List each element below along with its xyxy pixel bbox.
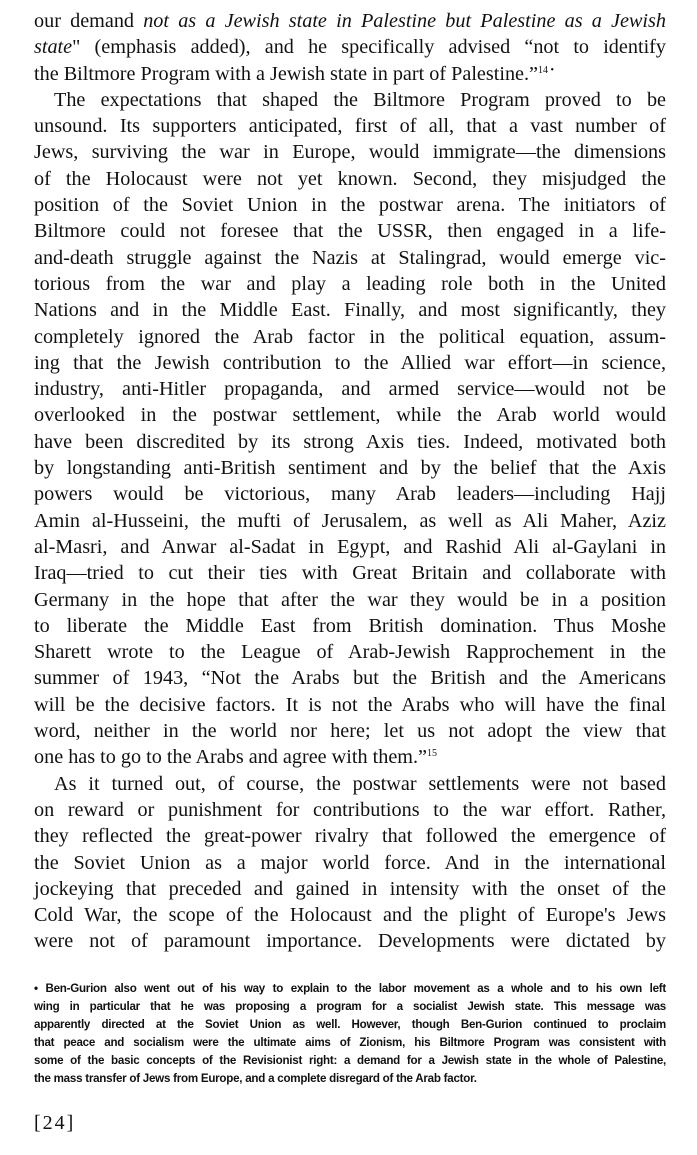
text-line (34, 508, 666, 534)
body-text (34, 8, 666, 955)
footnote-reference: 15 (427, 748, 437, 760)
text-line (34, 692, 666, 718)
text-run: Cold War, the scope of the Holocaust and the plight of Europe's Jews (34, 904, 666, 927)
text-line (34, 928, 666, 954)
text-line (34, 902, 666, 928)
text-run: one has to go to the Arabs and agree with them.” (34, 746, 427, 769)
text-run: Sharett wrote to the League of Arab-Jewish Rapprochement in the (34, 641, 666, 664)
text-line (34, 61, 666, 87)
text-run: on reward or punishment for contributions to the war effort. Rather, (34, 798, 666, 821)
text-run: ing that the Jewish contribution to the Allied war effort—in science, (34, 351, 666, 374)
text-line (34, 850, 666, 876)
text-line (34, 665, 666, 691)
text-run: will be the decisive factors. It is not the Arabs who will have the final (34, 693, 666, 716)
text-run: overlooked in the postwar settlement, while the Arab world would (34, 404, 666, 427)
text-run: completely ignored the Arab factor in the political equation, assum- (34, 325, 666, 348)
text-line (34, 744, 666, 770)
text-line (34, 8, 666, 34)
page-number: [24] (34, 1112, 76, 1134)
footnote (34, 980, 666, 1089)
text-line (34, 481, 666, 507)
text-line (34, 324, 666, 350)
text-run: torious from the war and play a leading role both in the United (34, 272, 666, 295)
text-line (34, 718, 666, 744)
text-run: were not of paramount importance. Developments were dictated by (34, 930, 666, 953)
text-line (34, 797, 666, 823)
text-line (34, 218, 666, 244)
footnote-reference: 14 • (538, 64, 555, 76)
text-run: word, neither in the world nor here; let us not adopt the view that (34, 720, 666, 743)
text-run: Jews, surviving the war in Europe, would immigrate—the dimensions (34, 141, 666, 164)
footnote-line: wing in particular that he was proposing a program for a socialist Jewish state. This message was (34, 1000, 666, 1014)
text-line (34, 560, 666, 586)
text-line (34, 87, 666, 113)
text-run: they reflected the great-power rivalry that followed the emergence of (34, 825, 666, 848)
text-run: position of the Soviet Union in the postwar arena. The initiators of (34, 194, 666, 217)
text-line (34, 771, 666, 797)
italic-text: state (34, 36, 73, 59)
text-line (34, 455, 666, 481)
text-line (34, 876, 666, 902)
footnote-line: some of the basic concepts of the Revisionist right: a demand for a Jewish state in the whole of Palestine, (34, 1054, 666, 1068)
text-run: have been discredited by its strong Axis ties. Indeed, motivated both (34, 430, 666, 453)
text-run: and-death struggle against the Nazis at Stalingrad, would emerge vic- (34, 246, 666, 269)
text-run: Iraq—tried to cut their ties with Great Britain and collaborate with (34, 562, 666, 585)
text-run: al-Masri, and Anwar al-Sadat in Egypt, and Rashid Ali al-Gaylani in (34, 535, 666, 558)
text-line (34, 113, 666, 139)
text-line (34, 166, 666, 192)
text-line (34, 639, 666, 665)
text-line (34, 192, 666, 218)
text-run: the Soviet Union as a major world force. And in the international (34, 851, 666, 874)
text-line (34, 297, 666, 323)
text-line (34, 271, 666, 297)
text-run: industry, anti-Hitler propaganda, and armed service—would not be (34, 378, 666, 401)
text-run: Amin al-Husseini, the mufti of Jerusalem, as well as Ali Maher, Aziz (34, 509, 666, 532)
text-line (34, 245, 666, 271)
italic-text: not as a Jewish state in Palestine but Palestine as a Jewish (143, 10, 666, 32)
text-run: powers would be victorious, many Arab leaders—including Hajj (34, 483, 666, 506)
text-run: by longstanding anti-British sentiment and by the belief that the Axis (34, 457, 666, 480)
text-run: As it turned out, of course, the postwar settlements were not based (54, 772, 666, 795)
text-run: the Biltmore Program with a Jewish state in part of Palestine.” (34, 62, 539, 85)
text-line (34, 429, 666, 455)
text-run: our demand (34, 10, 144, 32)
text-run: Nations and in the Middle East. Finally, and most significantly, they (34, 299, 666, 322)
text-line (34, 350, 666, 376)
text-line (34, 402, 666, 428)
text-run: Biltmore could not foresee that the USSR, then engaged in a life- (34, 220, 666, 243)
text-run: to liberate the Middle East from British domination. Thus Moshe (34, 614, 666, 637)
text-line (34, 34, 666, 60)
text-line (34, 534, 666, 560)
footnote-line: • Ben-Gurion also went out of his way to explain to the labor movement as a whole and to his own left (34, 982, 666, 995)
text-run: The expectations that shaped the Biltmore Program proved to be (54, 88, 666, 111)
text-run: Germany in the hope that after the war they would be in a position (34, 588, 666, 611)
footnote-line: apparently directed at the Soviet Union as well. However, though Ben-Gurion continued to proclaim (34, 1018, 666, 1032)
text-line (34, 823, 666, 849)
footnote-line: the mass transfer of Jews from Europe, and a complete disregard of the Arab factor. (34, 1072, 477, 1086)
text-run: jockeying that preceded and gained in intensity with the onset of the (34, 877, 666, 900)
text-run: " (emphasis added), and he specifically advised “not to identify (72, 36, 666, 59)
text-run: unsound. Its supporters anticipated, first of all, that a vast number of (34, 115, 666, 138)
text-run: summer of 1943, “Not the Arabs but the British and the Americans (34, 667, 666, 690)
text-line (34, 376, 666, 402)
text-run: of the Holocaust were not yet known. Second, they misjudged the (34, 167, 666, 190)
text-line (34, 613, 666, 639)
text-line (34, 139, 666, 165)
text-line (34, 587, 666, 613)
footnote-line: that peace and socialism were the ultimate aims of Zionism, his Biltmore Program was consistent with (34, 1036, 666, 1050)
